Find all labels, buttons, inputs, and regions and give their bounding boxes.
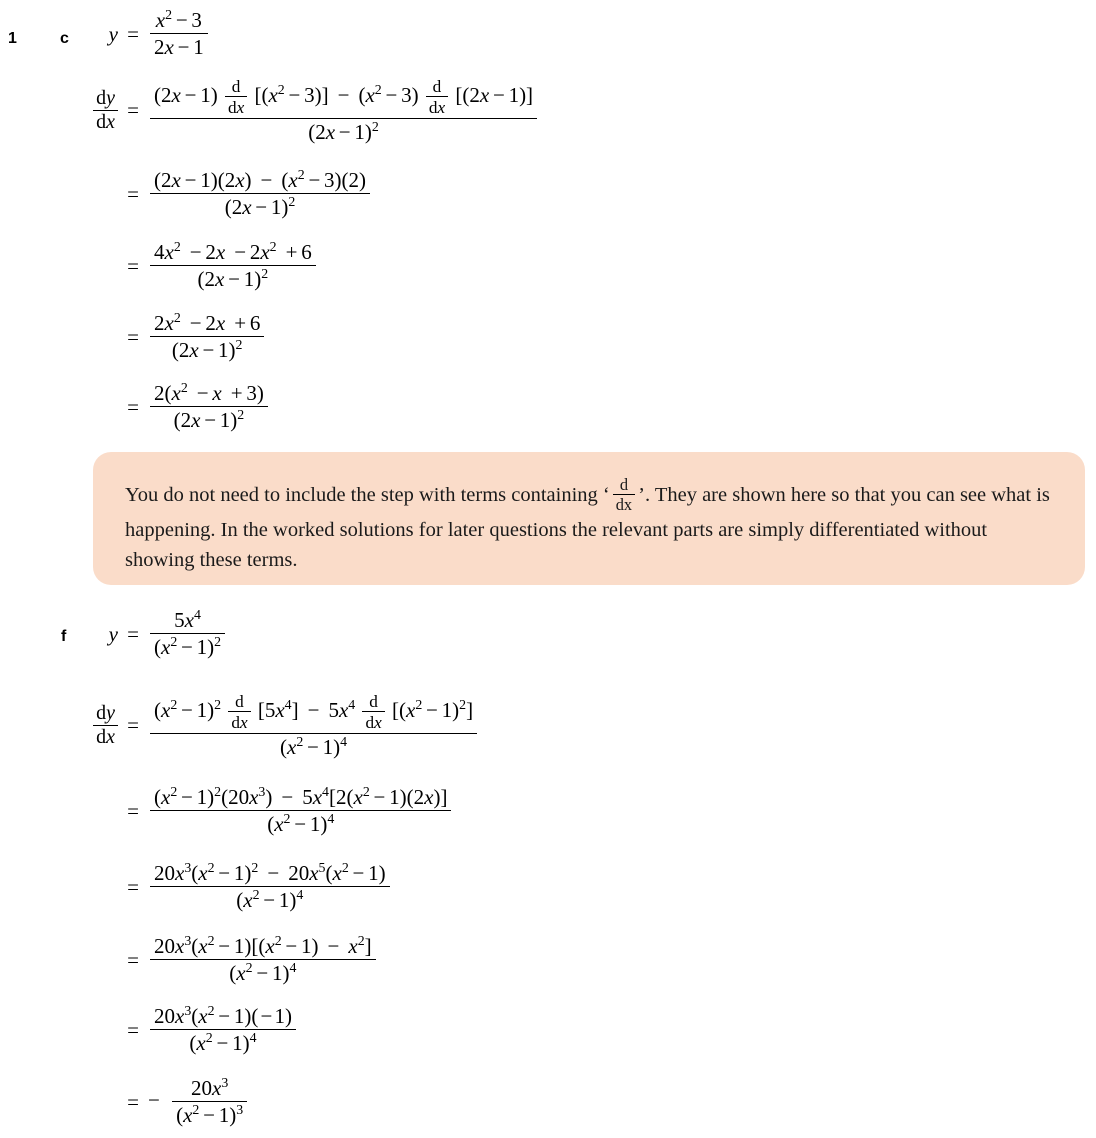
fraction: $\frac{4x^2 - 2x - 2x^2 + 6}{(2x - 1)^2}$ [148, 242, 318, 290]
fraction: $\frac{x^2 - 3}{2x - 1}$ [148, 10, 210, 58]
equation-step-c-3 [72, 239, 318, 291]
note-text [125, 475, 1051, 575]
note-text-before: You do not need to include the step with terms containing ‘ [125, 484, 610, 507]
lhs-y: y [108, 21, 118, 46]
fraction: $\frac{20x^3(x^2 - 1)(-1)}{(x^2 - 1)^4}$ [148, 1006, 298, 1054]
equals-sign: = [127, 798, 139, 823]
fraction: $\frac{2(x^2 - x + 3)}{(2x - 1)^2}$ [148, 383, 270, 431]
equals-sign: = [127, 324, 139, 349]
dydx-label: $\frac{dy}{dx}$ [72, 704, 118, 748]
note-callout [93, 452, 1085, 585]
fraction: $\frac{(x^2 - 1)^2(20x^3) - 5x^4[2(x^2 - 1)(2x)]}{(x^2 - 1)^4}$ [148, 787, 453, 835]
lhs-y: y [108, 621, 118, 646]
equation-step-f-1 [72, 693, 479, 758]
inline-derivative-operator [613, 477, 635, 514]
note-text-after: ’. They are shown here so that you can see what is happening. In the worked solutions for later questions the relevant parts are simply differentiated without showing these terms. [125, 484, 1050, 571]
equals-sign: = [127, 1089, 139, 1114]
equation-step-c-4 [72, 310, 266, 362]
dydx-label: $\frac{dy}{dx}$ [72, 89, 118, 133]
equation-step-c-2 [72, 167, 372, 219]
equals-sign: = [127, 1017, 139, 1042]
equals-sign: = [127, 394, 139, 419]
fraction: $\frac{20x^3(x^2 - 1)^2 - 20x^5(x^2 - 1)}{(x^2 - 1)^4}$ [148, 863, 392, 911]
equals-sign: = [127, 253, 139, 278]
equation-step-f-2 [72, 784, 453, 836]
final-answer: − $\frac{20x^3}{(x^2 - 1)^3}$ [148, 1078, 249, 1126]
negative-sign: − [148, 1087, 160, 1112]
equals-sign: = [127, 947, 139, 972]
question-number: 1 [8, 30, 17, 47]
equals-sign: = [127, 874, 139, 899]
equation-step-f-6-final [72, 1075, 249, 1127]
fraction: $\frac{20x^3(x^2 - 1)[(x^2 - 1) - x^2]}{(x^2 - 1)^4}$ [148, 936, 378, 984]
part-label-f: f [61, 628, 67, 645]
equation-step-f-4 [72, 933, 378, 985]
equals-sign: = [127, 21, 139, 46]
equals-sign: = [127, 181, 139, 206]
inline-derivative-numerator: d [619, 475, 629, 494]
equation-statement-c [72, 7, 210, 59]
equation-step-c-5 [72, 380, 270, 432]
equals-sign: = [127, 98, 139, 123]
equation-step-f-3 [72, 860, 392, 912]
fraction: (2x − 1) $\frac{d}{dx}$ $[(x^2 - 3)] - (x^2 - 3)$ $\frac{d}{dx}$ [(2x − 1)] $(2x - 1)^2$ [148, 78, 539, 143]
part-label-c: c [60, 30, 69, 47]
fraction: $(x^2 - 1)^2$ $\frac{d}{dx}$ $[5x^4] - 5x^4$ $\frac{d}{dx}$ $[(x^2 - 1)^2]$ $(x^2 - 1)^4$ [148, 693, 479, 758]
fraction: $\frac{(2x - 1)(2x) - (x^2 - 3)(2)}{(2x - 1)^2}$ [148, 170, 372, 218]
equation-statement-f [72, 607, 227, 659]
equals-sign: = [127, 621, 139, 646]
inline-derivative-denominator: dx [613, 494, 635, 513]
equation-step-c-1 [72, 78, 539, 143]
fraction: $\frac{2x^2 - 2x + 6}{(2x - 1)^2}$ [148, 313, 266, 361]
fraction: $\frac{5x^4}{(x^2 - 1)^2}$ [148, 610, 227, 658]
equation-step-f-5 [72, 1003, 298, 1055]
equals-sign: = [127, 713, 139, 738]
